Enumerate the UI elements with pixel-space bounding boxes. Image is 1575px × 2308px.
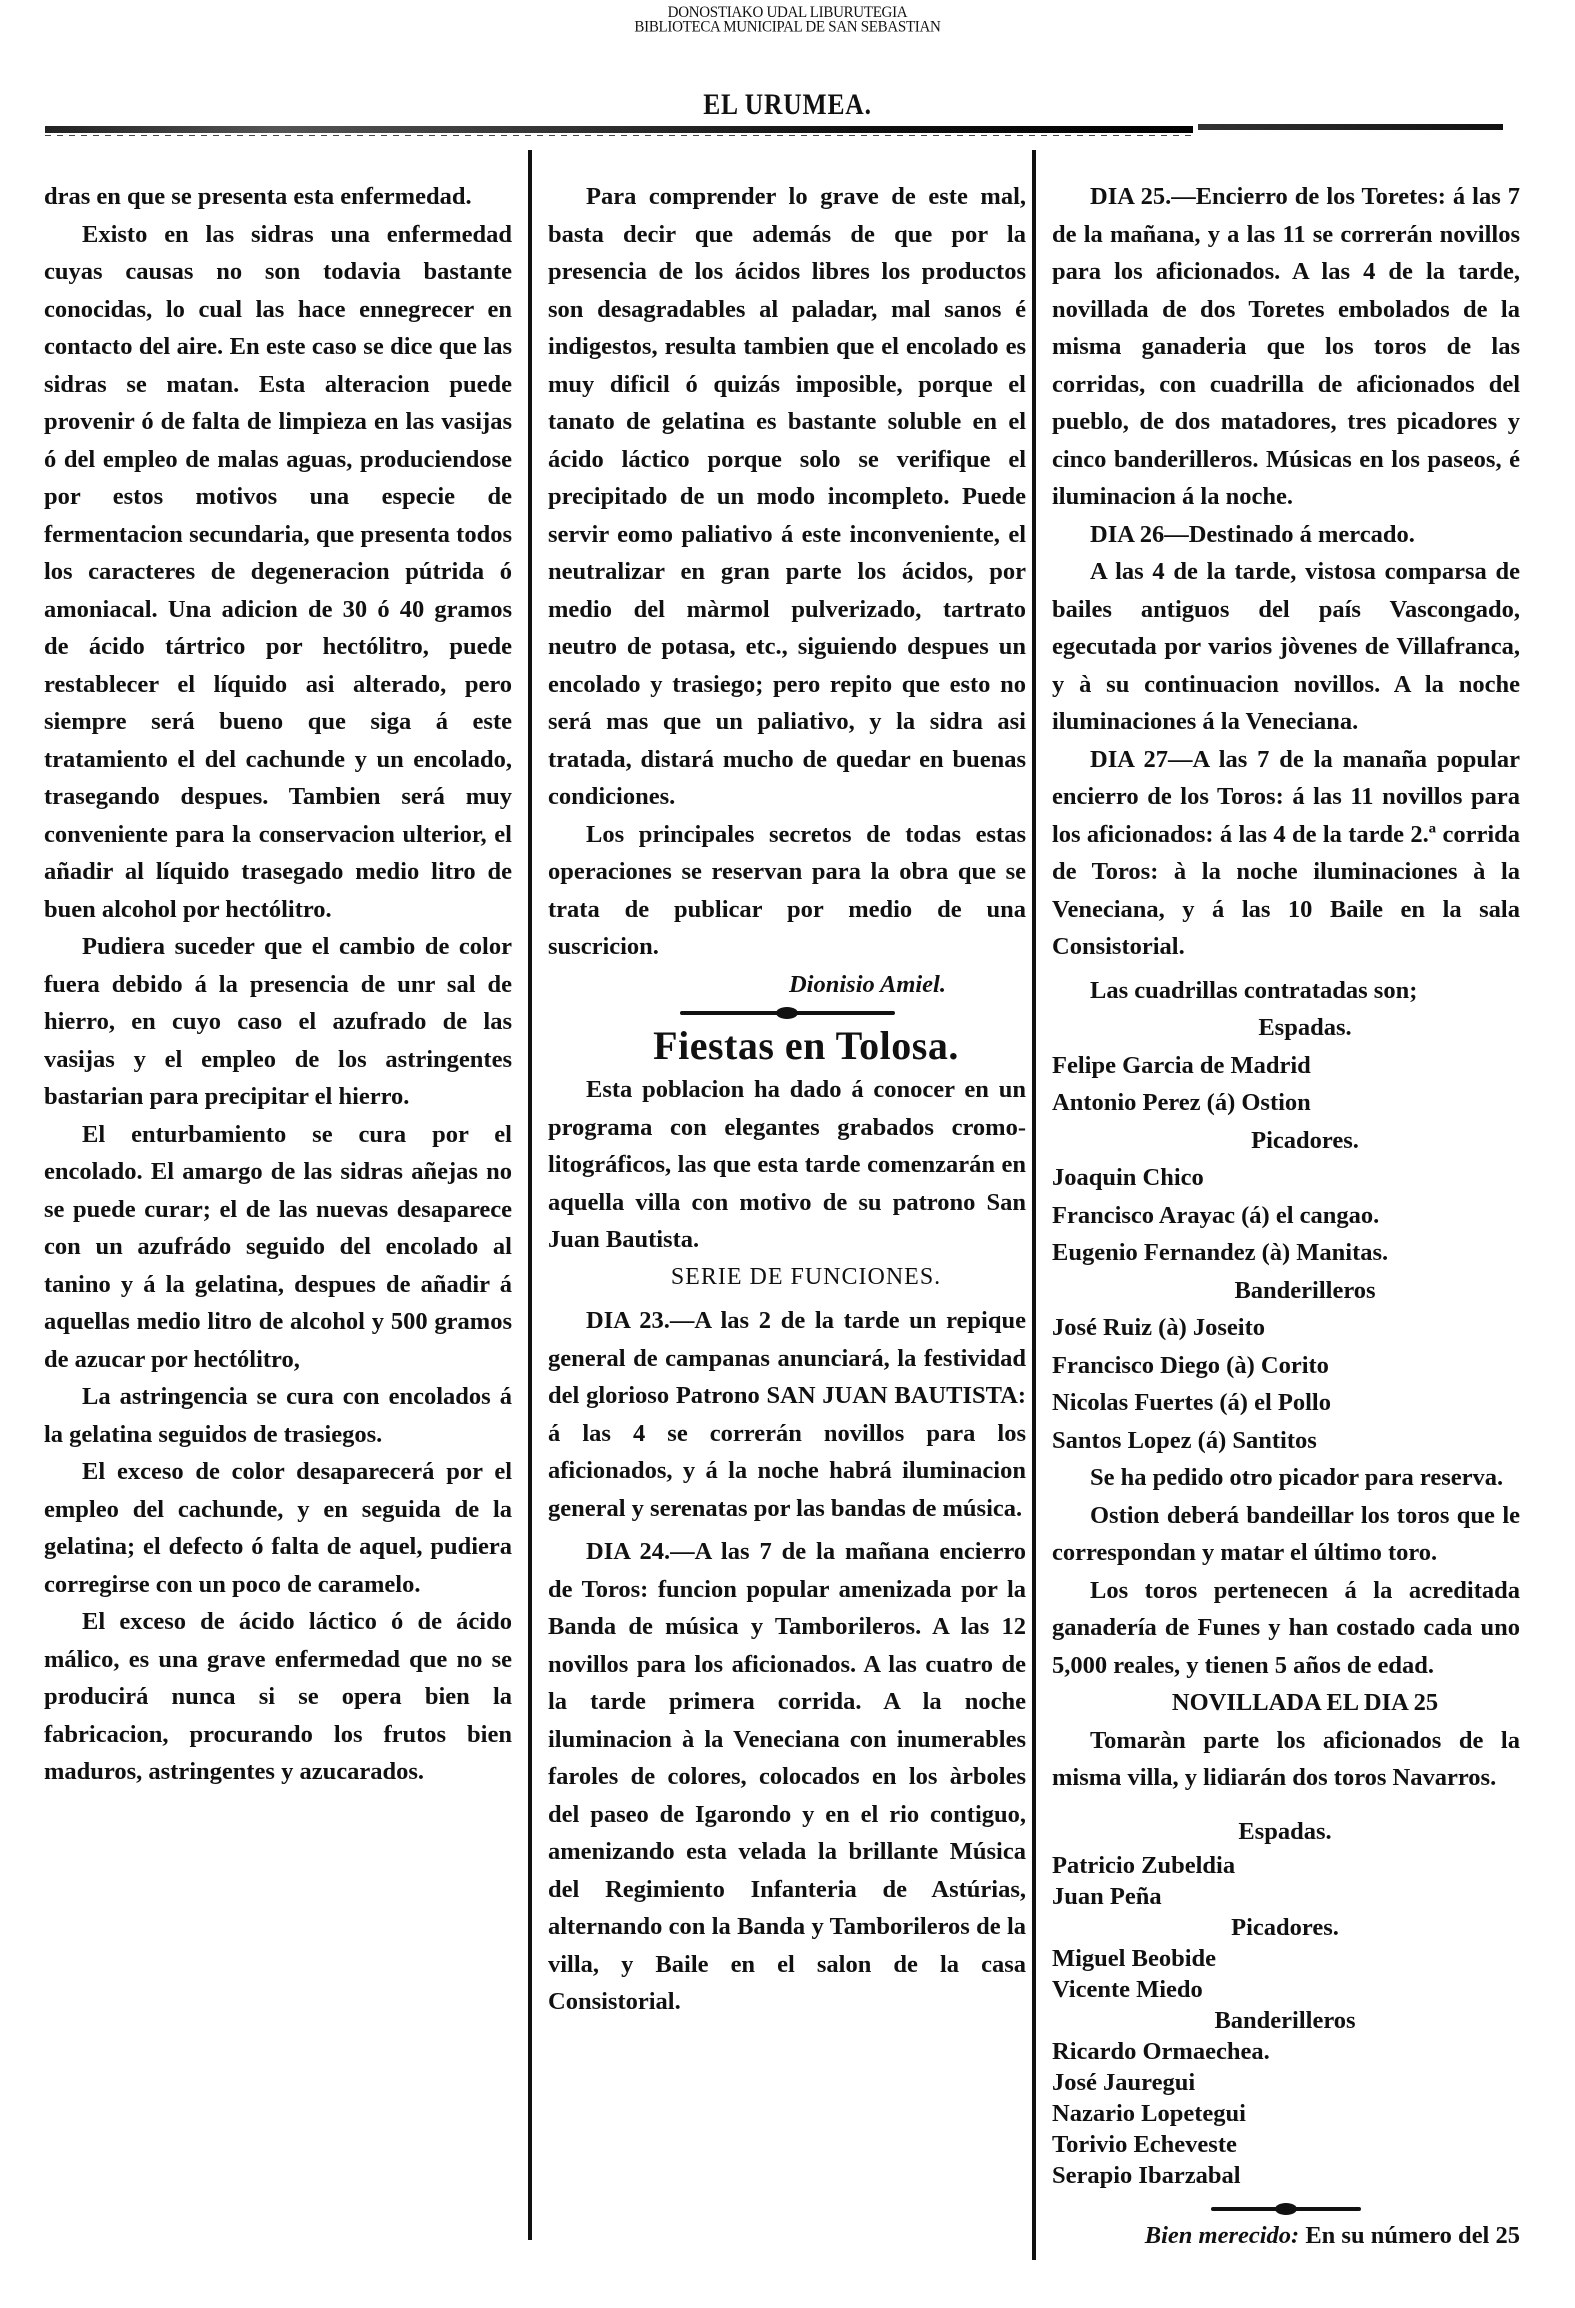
roster-heading: Espadas. [1258, 1014, 1352, 1041]
header-rule-left-dotted [45, 135, 1193, 136]
paragraph: dras en que se presenta esta enfermedad. [44, 183, 472, 210]
day-text: —Encierro de los Toretes: á las 7 de la mañana, y a las 11 se correrán novillos para los aficionados. A las 4 de la tarde, novillada de dos Toretes embolados de la misma ganaderia que los toros de las corridas, con cuadrilla de aficionados del pueblo, de dos matadores, tres picadores y cinco banderilleros. Músicas en los paseos, é iluminacion á la noche. [1052, 183, 1520, 510]
roster-name: Felipe Garcia de Madrid [1052, 1051, 1311, 1079]
roster-name: Francisco Arayac (á) el cangao. [1052, 1201, 1380, 1229]
day-label: DIA 24. [586, 1538, 671, 1565]
footer-text: En su número del 25 [1305, 2222, 1520, 2249]
roster-name: Vicente Miedo [1052, 1976, 1203, 2003]
intro-paragraph: Esta poblacion ha dado á conocer en un programa con elegantes grabados cromo-litográficos, las que esta tarde comenzarán en aquella villa con motivo de su patrono San Juan Bautista. [548, 1076, 1026, 1253]
day-label: DIA 23. [586, 1307, 670, 1334]
roster-name: Joaquin Chico [1052, 1164, 1204, 1191]
roster-heading: Espadas. [1238, 1817, 1332, 1845]
note-paragraph: Ostion deberá bandeillar los toros que le correspondan y matar el último toro. [1052, 1501, 1520, 1566]
paragraph: Para comprender lo grave de este mal, basta decir que además de que por la presencia de los ácidos libres los productos son desagradables al paladar, mal sanos é indigestos, resulta tambien que el encolado es muy dificil ó quizás imposible, porque el tanato de gelatina es bastante soluble en el ácido láctico porque solo se verifique el precipitado de un modo incompleto. Puede servir eomo paliativo á este inconveniente, el neutralizar en gran parte los ácidos, por medio del màrmol pulverizado, tartrato neutro de potasa, etc., siguiendo despues un encolado y trasiego; pero repito que esto no será mas que un paliativo, y la sidra asi tratada, distará mucho de quedar en buenas condiciones. [548, 183, 1026, 810]
day-text: —A las 7 de la mañana encierro de Toros: funcion popular amenizada por la Banda de música y Tamborileros. A las 12 novillos para los aficionados. A las cuatro de la tarde primera corrida. A la noche iluminacion à la Veneciana con inumerables faroles de colores, colocados en los àrboles del paseo de Igarondo y en el rio contiguo, amenizando esta velada la brillante Música del Regimiento Infanteria de Astúrias, alternando con la Banda y Tamborileros de la villa, y Baile en el salon de la casa Consistorial. [548, 1538, 1026, 2015]
novillada-paragraph: Tomaràn parte los aficionados de la misma villa, y lidiarán dos toros Navarros. [1052, 1726, 1520, 1791]
footer-italic: Bien merecido: [1144, 2222, 1300, 2249]
roster-name: Francisco Diego (à) Corito [1052, 1351, 1329, 1379]
newspaper-title: EL URUMEA. [703, 88, 872, 121]
roster-name: José Jauregui [1052, 2069, 1196, 2096]
day-text: —Destinado á mercado. [1164, 520, 1415, 548]
day-text: A las 4 de la tarde, vistosa comparsa de bailes antiguos del país Vascongado, egecutada por varios jòvenes de Villafranca, y à su continuacion novillos. A la noche iluminaciones á la Veneciana. [1052, 558, 1520, 735]
paragraph: Los principales secretos de todas estas operaciones se reservan para la obra que se trata de publicar por medio de una suscricion. [548, 820, 1026, 960]
day-entry [548, 1533, 1026, 2021]
footer-line [1052, 2217, 1520, 2255]
day-label: DIA 25. [1090, 183, 1172, 210]
roster-name: Santos Lopez (á) Santitos [1052, 1426, 1317, 1454]
roster-heading: Banderilleros [1234, 1276, 1376, 1304]
roster-name: Patricio Zubeldia [1052, 1852, 1236, 1879]
novillada-heading: NOVILLADA EL DIA 25 [1171, 1689, 1439, 1716]
day-label: DIA 26 [1090, 520, 1165, 548]
day-text: —A las 2 de la tarde un repique general de campanas anunciará, la festividad del glorioso Patrono SAN JUAN BAUTISTA: á las 4 se correrán novillos para los aficionados, y á la noche habrá iluminacion general y serenatas por las bandas de música. [548, 1307, 1026, 1522]
decorative-rule [1211, 2207, 1361, 2211]
header-rule-right [1198, 124, 1503, 130]
roster-heading: Picadores. [1231, 1914, 1339, 1941]
day-entry [1052, 741, 1520, 966]
roster-name: Torivio Echeveste [1052, 2131, 1237, 2158]
roster-intro: Las cuadrillas contratadas son; [1090, 976, 1418, 1004]
library-header [0, 5, 1575, 34]
day-entry [1052, 178, 1520, 516]
left-column [44, 178, 512, 1791]
roster-name: Miguel Beobide [1052, 1945, 1217, 1972]
roster-heading: Picadores. [1251, 1126, 1359, 1154]
day-entry [1052, 516, 1520, 554]
roster-name: Antonio Perez (á) Ostion [1052, 1089, 1311, 1116]
roster-name: Serapio Ibarzabal [1052, 2162, 1241, 2189]
paragraph: El exceso de color desaparecerá por el empleo del cachunde, y en seguida de la gelatina; el defecto ó falta de aquel, pudiera corregirse con un poco de caramelo. [44, 1458, 512, 1598]
roster-name: Nicolas Fuertes (á) el Pollo [1052, 1389, 1331, 1416]
day-entry [548, 1302, 1026, 1527]
paragraph: El enturbamiento se cura por el encolado. El amargo de las sidras añejas no se puede curar; el de las nuevas desaparece con un azufrádo seguido del encolado al tanino y á la gelatina, despues de añadir á aquellas medio litro de alcohol y 500 gramos de azucar por hectólitro, [44, 1120, 512, 1373]
note-paragraph: Se ha pedido otro picador para reserva. [1090, 1464, 1504, 1491]
column-separator-right [1032, 150, 1036, 2260]
paragraph: Pudiera suceder que el cambio de color fuera debido á la presencia de unr sal de hierro, en cuyo caso el azufrado de las vasijas y el empleo de los astringentes bastarian para precipitar el hierro. [44, 933, 512, 1110]
roster-name: Eugenio Fernandez (à) Manitas. [1052, 1239, 1389, 1266]
paragraph: El exceso de ácido láctico ó de ácido málico, es una grave enfermedad que no se producirá nunca si se opera bien la fabricacion, procurando los frutos bien maduros, astringentes y azucarados. [44, 1608, 512, 1785]
subheading: SERIE DE FUNCIONES. [670, 1263, 942, 1290]
column-separator-left [528, 150, 532, 2240]
roster-name: Ricardo Ormaechea. [1052, 2038, 1270, 2065]
roster-name: Juan Peña [1052, 1883, 1162, 1910]
roster-name: Nazario Lopetegui [1052, 2100, 1246, 2127]
header-rule-left [45, 126, 1193, 133]
middle-column [548, 178, 1026, 2021]
day-label: DIA 27 [1090, 745, 1168, 773]
paragraph: Existo en las sidras una enfermedad cuyas causas no son todavia bastante conocidas, lo cual las hace ennegrecer en contacto del aire. En este caso se dice que las sidras se matan. Esta alteracion puede provenir ó de falta de limpieza en las vasijas ó del empleo de malas aguas, produciendose por estos motivos una especie de fermentacion secundaria, que presenta todos los caracteres de degeneracion pútrida ó amoniacal. Una adicion de 30 ó 40 gramos de ácido tártrico por hectólitro, puede restablecer el líquido asi alterado, pero siempre será bueno que siga á este tratamiento el del cachunde y un encolado, trasegando despues. Tambien será muy conveniente para la conservacion ulterior, el añadir al líquido trasegado medio litro de buen alcohol por hectólitro. [44, 220, 512, 923]
day-entry [1052, 553, 1520, 741]
day-text: —A las 7 de la manaña popular encierro de los Toros: á las 11 novillos para los aficionados: á las 4 de la tarde 2.ª corrida de Toros: à la noche iluminaciones à la Veneciana, y á las 10 Baile en la sala Consistorial. [1052, 745, 1520, 960]
roster-name: José Ruiz (à) Joseito [1052, 1314, 1265, 1341]
paragraph: La astringencia se cura con encolados á la gelatina seguidos de trasiegos. [44, 1383, 512, 1448]
library-header-line2: BIBLIOTECA MUNICIPAL DE SAN SEBASTIAN [634, 18, 941, 36]
section-title: Fiestas en Tolosa. [653, 1023, 959, 1068]
decorative-rule [680, 1011, 895, 1015]
right-column [1052, 178, 1520, 2255]
note-paragraph: Los toros pertenecen á la acreditada ganadería de Funes y han costado cada uno 5,000 reales, y tienen 5 años de edad. [1052, 1576, 1520, 1679]
article-signature: Dionisio Amiel. [788, 970, 946, 998]
library-header-line1: DONOSTIAKO UDAL LIBURUTEGIA [667, 4, 908, 22]
roster-heading: Banderilleros [1214, 2007, 1356, 2034]
